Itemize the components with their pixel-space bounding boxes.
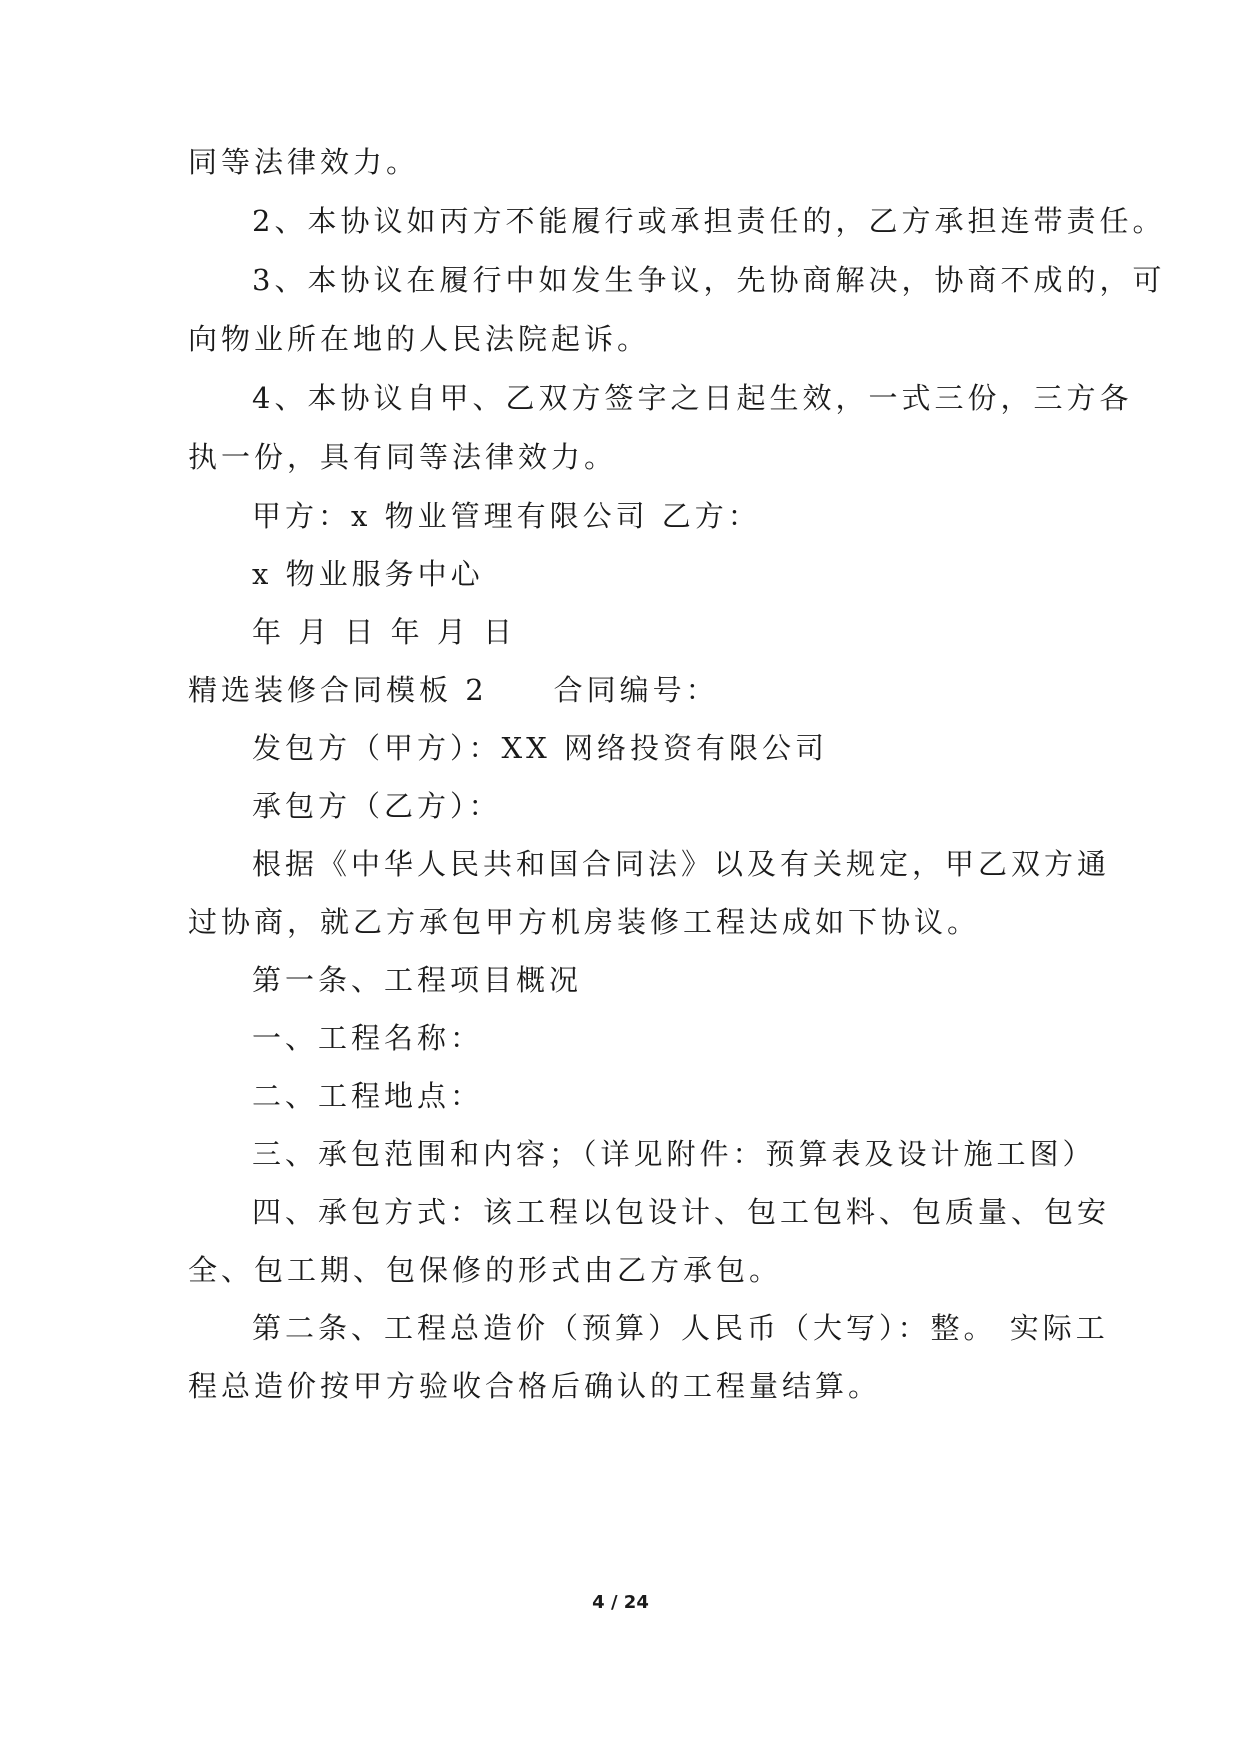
employer-line: 发包方（甲方）：XX 网络投资有限公司 bbox=[252, 731, 829, 765]
clause-3: 3、本协议在履行中如发生争议，先协商解决，协商不成的，可 bbox=[252, 263, 1166, 297]
signature-date-line: 年 月 日 年 月 日 bbox=[252, 615, 517, 649]
contractor-line: 承包方（乙方）： bbox=[252, 789, 502, 823]
project-location-line: 二、工程地点： bbox=[252, 1079, 484, 1113]
body-text-line: 执一份，具有同等法律效力。 bbox=[188, 440, 618, 474]
scope-line: 三、承包范围和内容；（详见附件：预算表及设计施工图） bbox=[252, 1137, 1096, 1171]
contract-number-label: 合同编号： bbox=[553, 673, 719, 707]
contract-method-line: 四、承包方式：该工程以包设计、包工包料、包质量、包安 bbox=[252, 1195, 1111, 1229]
body-text-line: 程总造价按甲方验收合格后确认的工程量结算。 bbox=[188, 1369, 882, 1403]
signature-party-line: 甲方：x 物业管理有限公司 乙方： bbox=[252, 499, 761, 533]
section-title: 精选装修合同模板 2 bbox=[188, 673, 488, 707]
project-name-line: 一、工程名称： bbox=[252, 1021, 484, 1055]
signature-party-line: x 物业服务中心 bbox=[252, 557, 484, 591]
document-page bbox=[188, 0, 1166, 1754]
preamble-line: 过协商，就乙方承包甲方机房装修工程达成如下协议。 bbox=[188, 905, 981, 939]
clause-4: 4、本协议自甲、乙双方签字之日起生效，一式三份，三方各 bbox=[252, 381, 1133, 415]
page-number: 4 / 24 bbox=[592, 1592, 649, 1613]
clause-2: 2、本协议如丙方不能履行或承担责任的，乙方承担连带责任。 bbox=[252, 204, 1166, 238]
body-text-line: 全、包工期、包保修的形式由乙方承包。 bbox=[188, 1253, 783, 1287]
article-heading: 第一条、工程项目概况 bbox=[252, 963, 583, 997]
body-text-line: 同等法律效力。 bbox=[188, 145, 420, 179]
preamble-line: 根据《中华人民共和国合同法》以及有关规定，甲乙双方通 bbox=[252, 847, 1111, 881]
section-heading-line bbox=[188, 670, 719, 710]
body-text-line: 向物业所在地的人民法院起诉。 bbox=[188, 322, 651, 356]
article-heading: 第二条、工程总造价（预算）人民币（大写）：整。 实际工 bbox=[252, 1311, 1109, 1345]
